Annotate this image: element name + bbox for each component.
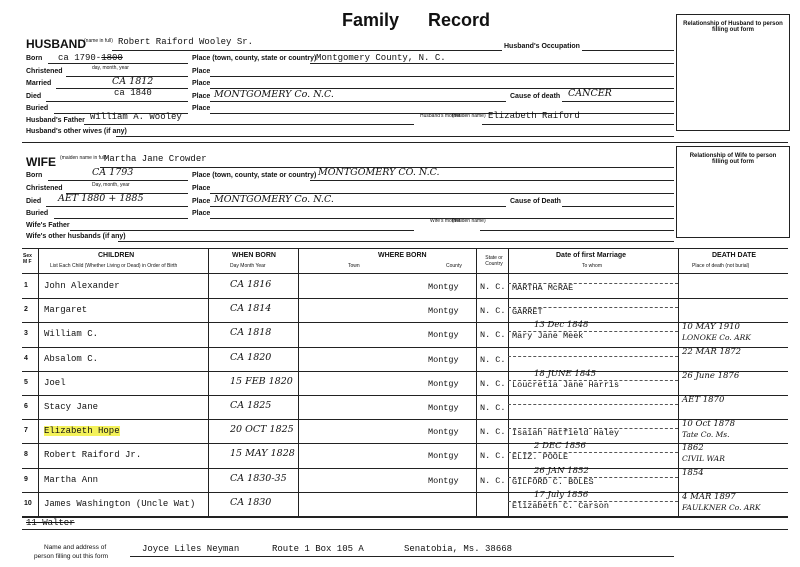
child-number: 4 <box>24 354 28 362</box>
marriage-divider <box>508 283 678 284</box>
when-born-subheader: Day Month Year <box>230 263 266 269</box>
child-state: N. C. <box>480 403 506 413</box>
child-death-place: LONOKE Co. ARK <box>682 333 751 343</box>
wife-born: CA 1793 <box>92 167 134 178</box>
children-header: CHILDREN <box>98 252 135 259</box>
child-county: Montgy <box>428 475 459 486</box>
child-number: 6 <box>24 403 28 410</box>
husband-mother-label: Husband's mother <box>420 113 461 119</box>
footer-label-1: Name and address of <box>44 544 107 551</box>
child-marriage-date: 17 July 1856 <box>534 489 589 500</box>
wife-buried-place-label: Place <box>192 210 211 217</box>
child-row <box>22 443 788 468</box>
wife-mother-note: (maiden name) <box>452 218 486 224</box>
child-name: James Washington (Uncle Wat) <box>44 498 196 509</box>
death-subheader: Place of death (not burial) <box>692 263 750 269</box>
wife-name-note: (maiden name in full) <box>60 155 107 161</box>
child-row <box>22 298 788 323</box>
child-state: N. C. <box>480 427 506 438</box>
child-row <box>22 419 788 444</box>
marriage-divider <box>508 356 678 357</box>
child-state: N. C. <box>480 354 506 365</box>
sex-header: Sex M F <box>23 253 32 265</box>
marriage-header: Date of first Marriage <box>556 252 627 259</box>
husband-christened-label: Christened <box>26 68 63 75</box>
child-marriage-date: 2 DEC 1856 <box>534 441 586 452</box>
child-state: N. C. <box>480 282 506 292</box>
husband-married-place-label: Place <box>192 80 211 87</box>
husband-mother-note: (maiden name) <box>452 113 486 119</box>
child-spouse: Isaiah Hatfield Haley <box>512 428 620 439</box>
child-death-place: Tate Co. Ms. <box>682 430 730 440</box>
wife-buried-label: Buried <box>26 210 49 217</box>
child-name: Elizabeth Hope <box>44 426 120 437</box>
husband-father: William A. Wooley <box>90 112 182 122</box>
husband-married-label: Married <box>26 80 52 87</box>
where-born-header: WHERE BORN <box>378 252 427 259</box>
husband-father-label: Husband's Father <box>26 117 85 124</box>
child-county: Montgy <box>428 306 459 317</box>
child-state: N. C. <box>480 475 506 486</box>
child-born: CA 1830-35 <box>230 472 287 484</box>
child-death-date: 1854 <box>682 467 704 478</box>
child-death-place: CIVIL WAR <box>682 454 725 464</box>
wife-born-place: MONTGOMERY CO. N.C. <box>318 167 440 178</box>
child-county: Montgy <box>428 427 459 438</box>
marriage-divider <box>508 452 678 453</box>
child-spouse: Mary Jane Meek <box>512 331 584 342</box>
husband-cause: CANCER <box>568 88 612 99</box>
marriage-divider <box>508 428 678 429</box>
wife-died-label: Died <box>26 198 42 205</box>
husband-born-place: Montgomery County, N. C. <box>316 53 446 63</box>
husband-occupation-label: Husband's Occupation <box>504 43 580 50</box>
child-spouse: ELIZ. POOLE <box>512 452 569 463</box>
child-state: N. C. <box>480 451 506 462</box>
child-death-date: 1862 <box>682 443 704 454</box>
child-death-date: 10 MAY 1910 <box>682 322 740 333</box>
child-spouse: Elizabeth C. Carson <box>512 500 609 511</box>
wife-relationship-note: Relationship of Wife to person filling out form <box>689 153 777 165</box>
child-spouse: MARTHA McRAE <box>512 283 574 293</box>
child-spouse: Loucretia Jane Harris <box>512 379 620 390</box>
state-header: State or Country <box>485 255 503 267</box>
marriage-divider <box>508 404 678 405</box>
child-row <box>22 368 788 396</box>
husband-other-wives-label: Husband's other wives (if any) <box>26 128 127 135</box>
wife-name: Martha Jane Crowder <box>104 154 207 164</box>
child-born: CA 1814 <box>230 303 272 315</box>
child-name: Martha Ann <box>44 474 99 485</box>
child-state: N. C. <box>480 306 506 317</box>
child-row <box>22 347 788 372</box>
husband-died-place: MONTGOMERY Co. N.C. <box>214 89 334 100</box>
husband-name-note: (name in full) <box>84 38 113 44</box>
child-name: Stacy Jane <box>44 402 99 412</box>
child-death-place: FAULKNER Co. ARK <box>682 502 761 512</box>
form-title-family: Family <box>342 10 400 30</box>
child-born: CA 1818 <box>230 327 272 339</box>
child-name: William C. <box>44 329 99 340</box>
child-county: Montgy <box>428 403 459 413</box>
child-spouse: GARRET <box>512 307 543 318</box>
child-county: Montgy <box>428 354 459 365</box>
child-number: 5 <box>24 378 28 386</box>
town-header: Town <box>348 263 360 269</box>
husband-label: HUSBAND <box>26 37 86 51</box>
marriage-divider <box>508 380 678 381</box>
husband-died-label: Died <box>26 93 42 100</box>
wife-relationship-box <box>676 146 790 238</box>
footer-label-2: person filling out this form <box>34 553 109 560</box>
child-number: 9 <box>24 475 28 483</box>
wife-christened-place-label: Place <box>192 185 211 192</box>
marriage-divider <box>508 307 678 308</box>
marriage-divider <box>508 501 678 502</box>
child-born: 15 FEB 1820 <box>230 375 293 387</box>
child-spouse: GILFORD C. BOLES <box>512 476 594 487</box>
wife-died-place-label: Place <box>192 198 211 205</box>
child-marriage-date: 18 JUNE 1845 <box>534 368 597 379</box>
child-marriage-date: 26 JAN 1852 <box>534 465 589 476</box>
child-state: N. C. <box>480 378 506 389</box>
child-number: 10 <box>24 499 32 507</box>
husband-buried-place-label: Place <box>192 105 211 112</box>
marriage-divider <box>508 477 678 478</box>
footer-city: Senatobia, Ms. 38668 <box>404 544 513 554</box>
child-row <box>22 465 788 493</box>
child-county: Montgy <box>428 451 459 462</box>
marriage-divider <box>508 331 678 332</box>
wife-other-husbands-label: Wife's other husbands (if any) <box>26 233 126 240</box>
child-name: Robert Raiford Jr. <box>44 450 142 461</box>
child-born: 20 OCT 1825 <box>230 424 294 436</box>
husband-died-place-label: Place <box>192 93 211 100</box>
child-name: Margaret <box>44 305 88 316</box>
child-number: 7 <box>24 427 28 435</box>
husband-born: ca 1790-1800 <box>58 53 123 63</box>
child-born: CA 1825 <box>230 400 272 411</box>
child-number: 1 <box>24 282 28 289</box>
child-death-date: 4 MAR 1897 <box>682 491 736 502</box>
child-county: Montgy <box>428 330 459 341</box>
husband-mother: Elizabeth Raiford <box>488 111 580 121</box>
child-death-date: 10 Oct 1878 <box>682 419 735 430</box>
child-born: 15 MAY 1828 <box>230 448 295 460</box>
husband-name: Robert Raiford Wooley Sr. <box>118 37 254 47</box>
extra-child-row <box>26 518 75 528</box>
child-row <box>22 395 788 420</box>
child-born: CA 1816 <box>230 279 272 290</box>
child-marriage-date: 13 Dec 1848 <box>534 320 589 331</box>
husband-born-label: Born <box>26 55 43 62</box>
child-born: CA 1820 <box>230 351 272 363</box>
child-number: 3 <box>24 330 28 338</box>
wife-died-place: MONTGOMERY Co. N.C. <box>214 194 334 205</box>
child-row <box>22 489 788 517</box>
husband-married: CA 1812 <box>112 76 154 87</box>
child-row <box>22 322 788 347</box>
wife-father-label: Wife's Father <box>26 222 70 229</box>
extra-child-text: 11 Walter <box>26 518 75 528</box>
wife-born-place-label: Place (town, county, state or country) <box>192 172 317 179</box>
wife-label: WIFE <box>26 155 56 169</box>
husband-born-place-label: Place (town, county, state or country) <box>192 55 317 62</box>
child-county: Montgy <box>428 282 459 292</box>
wife-died: AET 1880 + 1885 <box>58 193 144 204</box>
child-name: Joel <box>44 377 66 388</box>
husband-date-note: day, month, year <box>92 65 129 71</box>
child-row <box>22 274 788 299</box>
county-header: County <box>446 263 462 269</box>
husband-buried-label: Buried <box>26 105 49 112</box>
husband-relationship-box <box>676 14 790 131</box>
death-header: DEATH DATE <box>712 252 757 259</box>
child-death-date: 26 June 1876 <box>682 370 740 381</box>
husband-relationship-note: Relationship of Husband to person filling out form <box>683 21 783 33</box>
to-whom-header: To whom <box>582 263 603 269</box>
child-number: 2 <box>24 306 28 314</box>
child-death-date: AET 1870 <box>682 395 725 405</box>
wife-cause-label: Cause of Death <box>510 198 561 205</box>
children-table <box>22 248 788 518</box>
children-subheader: List Each Child (Whether Living or Dead) in Order of Birth <box>50 263 178 269</box>
husband-christened-place-label: Place <box>192 68 211 75</box>
form-title-record: Record <box>428 10 491 30</box>
child-name: John Alexander <box>44 281 120 291</box>
child-state: N. C. <box>480 330 506 341</box>
wife-mother-label: Wife's mother <box>430 218 461 224</box>
husband-cause-label: Cause of death <box>510 93 561 100</box>
wife-born-label: Born <box>26 172 43 179</box>
wife-date-note: Day, month, year <box>92 182 130 188</box>
child-born: CA 1830 <box>230 496 272 508</box>
child-number: 8 <box>24 451 28 459</box>
footer-address: Route 1 Box 105 A <box>272 544 364 554</box>
husband-died: ca 1840 <box>114 88 152 98</box>
wife-christened-label: Christened <box>26 185 63 192</box>
child-name: Absalom C. <box>44 353 99 364</box>
child-county: Montgy <box>428 378 459 389</box>
when-born-header: WHEN BORN <box>232 252 276 259</box>
child-death-date: 22 MAR 1872 <box>682 346 742 357</box>
footer-name: Joyce Liles Neyman <box>142 544 240 554</box>
